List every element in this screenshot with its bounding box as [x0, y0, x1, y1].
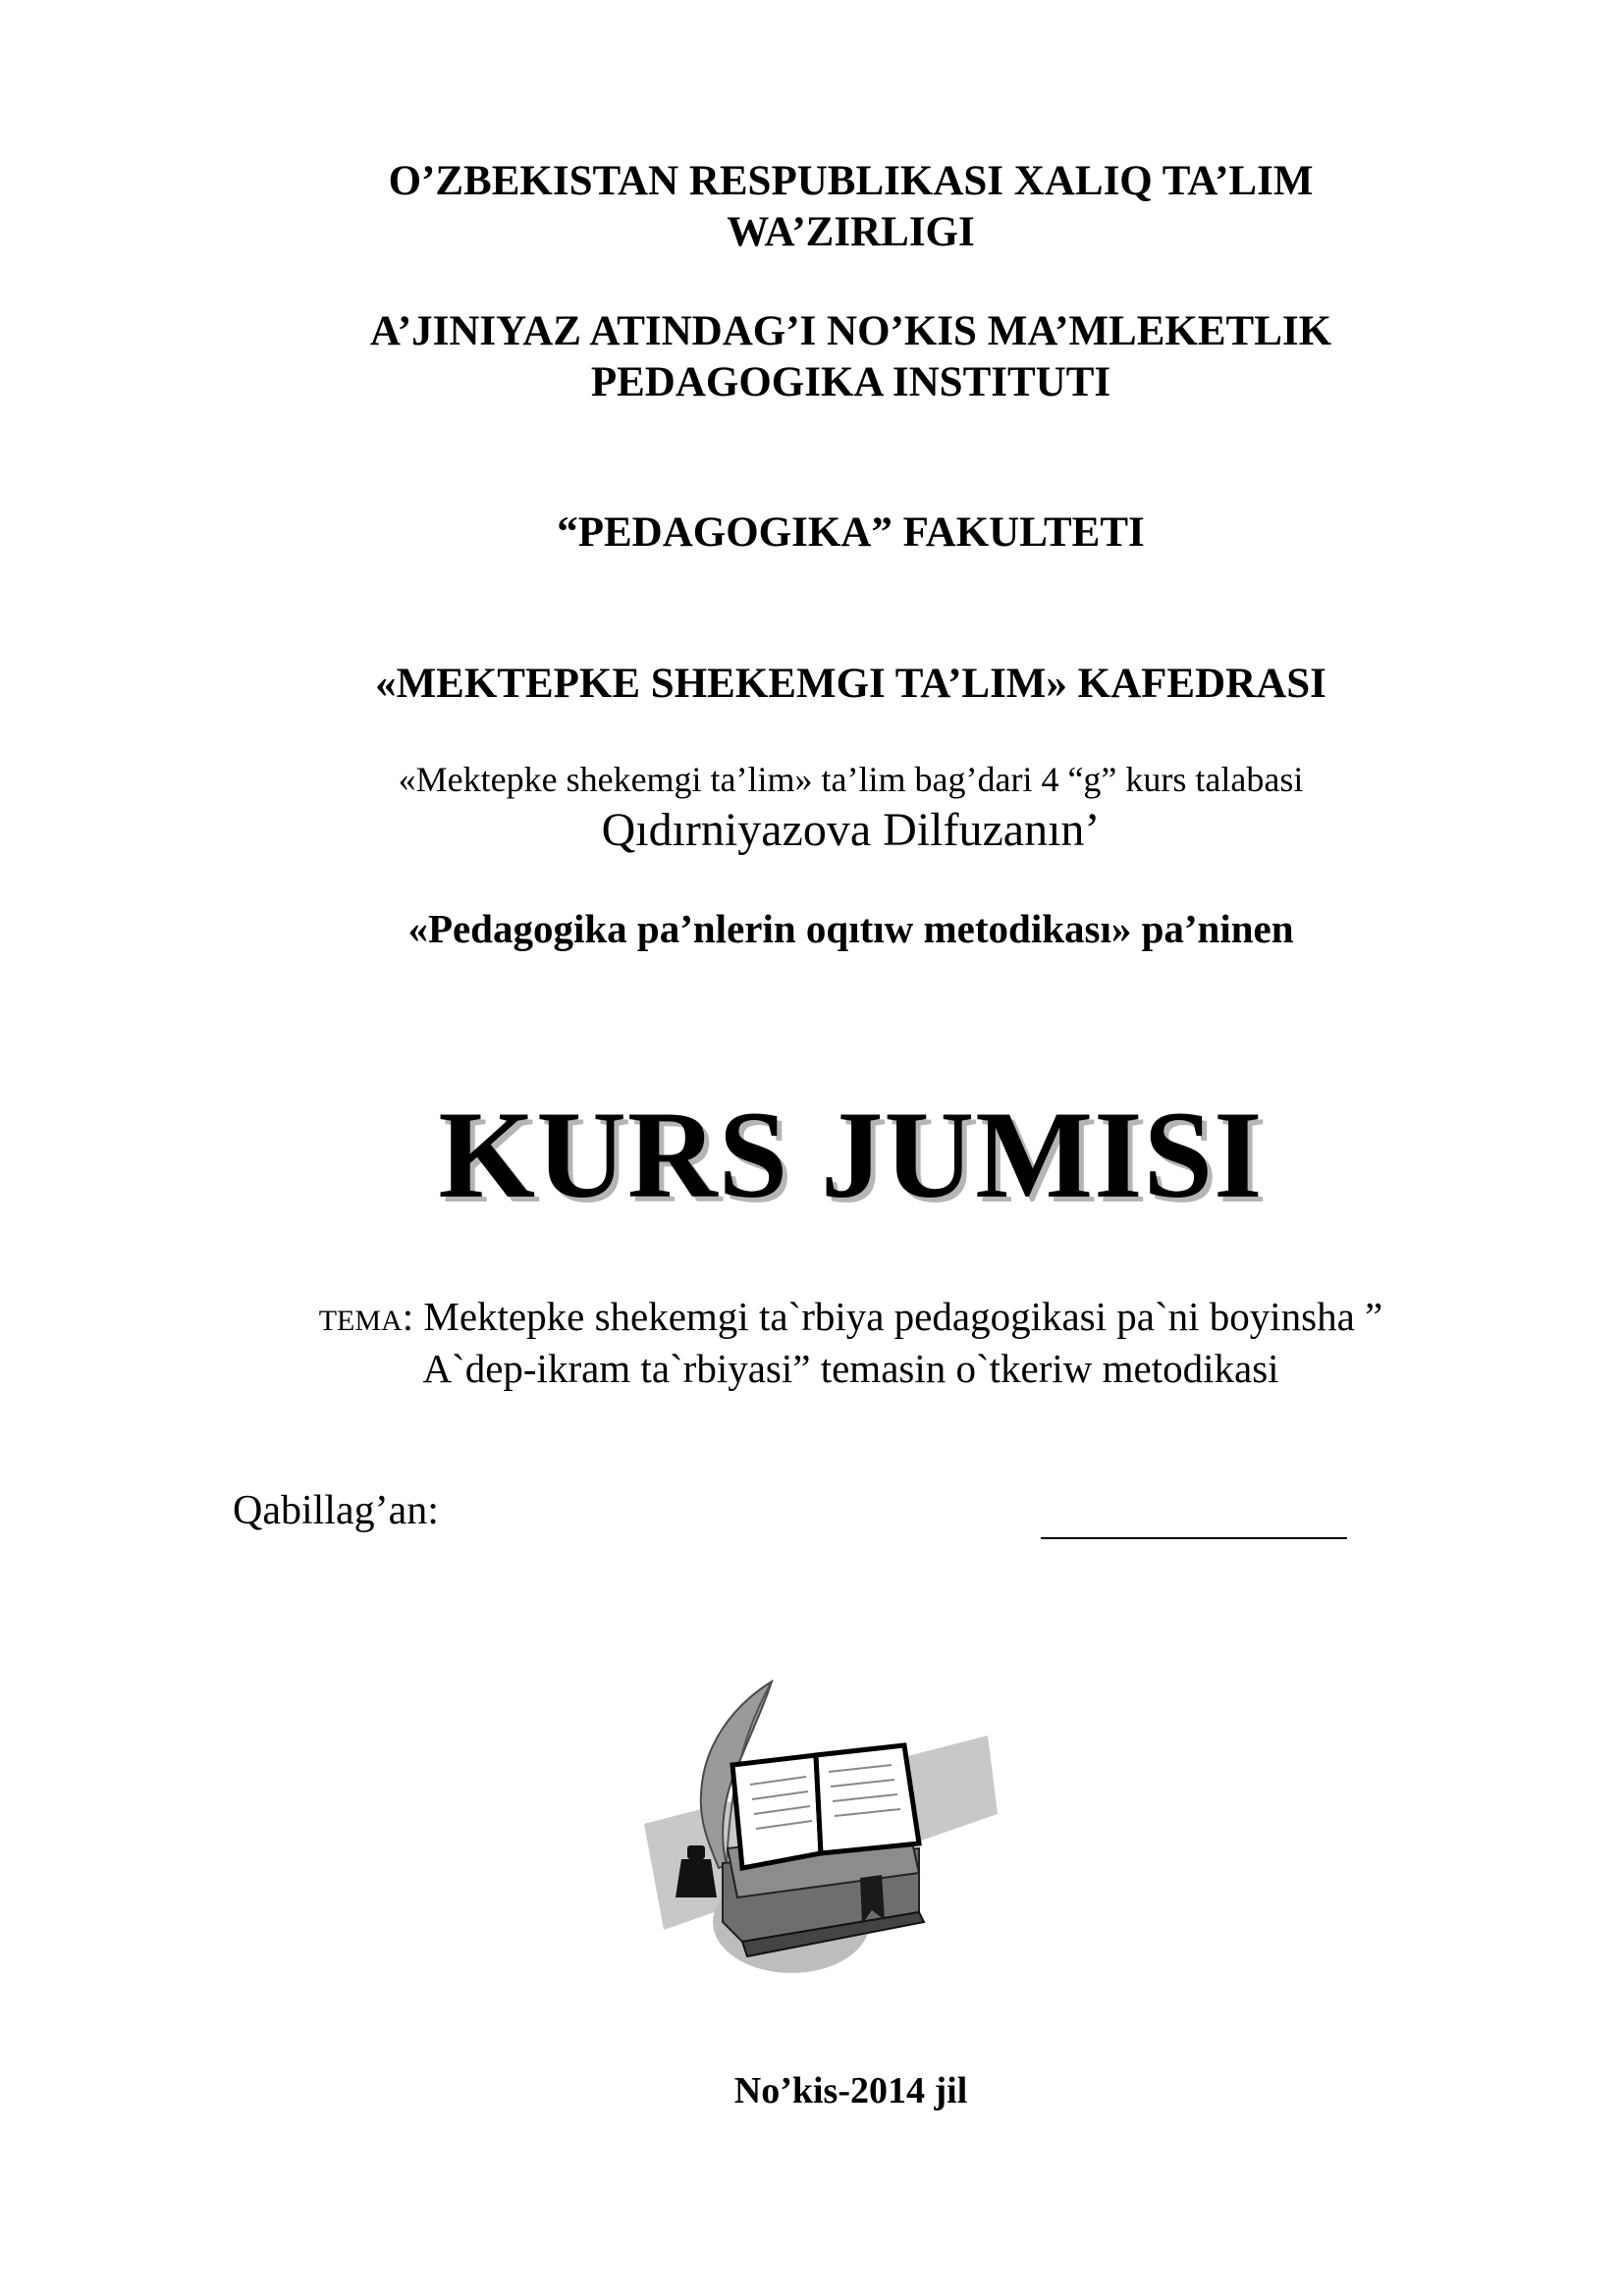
- theme-text-line-1: : Mektepke shekemgi ta`rbiya pedagogikasi pa`ni boyinsha ”: [402, 1294, 1383, 1339]
- department-name: «MEKTEPKE SHEKEMGI TA’LIM» KAFEDRASI: [375, 661, 1326, 707]
- theme-line-2: A`dep-ikram ta`rbiyasi” temasin o`tkeriw metodikasi: [422, 1346, 1279, 1391]
- place-and-year: No’kis-2014 jil: [733, 2070, 968, 2111]
- book-quill-inkwell-icon: [624, 1677, 998, 1983]
- signature-line: [1041, 1490, 1347, 1539]
- student-name: Qıdırniyazova Dilfuzanın’: [601, 804, 1101, 856]
- accepted-by-label: Qabillag’an:: [233, 1488, 439, 1533]
- ministry-name-line-1: O’ZBEKISTAN RESPUBLIKASI XALIQ TA’LIM: [388, 158, 1314, 204]
- student-description: «Mektepke shekemgi ta’lim» ta’lim bag’dari 4 “g” kurs talabasi: [398, 760, 1304, 799]
- theme-label: TEMA: [318, 1305, 403, 1337]
- document-title: KURS JUMISI: [438, 1087, 1264, 1224]
- ministry-name-line-2: WA’ZIRLIGI: [727, 209, 975, 255]
- theme-line-1: [0, 1293, 1623, 1340]
- institute-name-line-2: PEDAGOGIKA INSTITUTI: [590, 359, 1111, 405]
- institute-name-line-1: A’JINIYAZ ATINDAG’I NO’KIS MA’MLEKETLIK: [369, 308, 1332, 354]
- faculty-name: “PEDAGOGIKA” FAKULTETI: [557, 509, 1145, 556]
- subject-name: «Pedagogika pa’nlerin oqıtıw metodikası» pa’ninen: [407, 906, 1294, 951]
